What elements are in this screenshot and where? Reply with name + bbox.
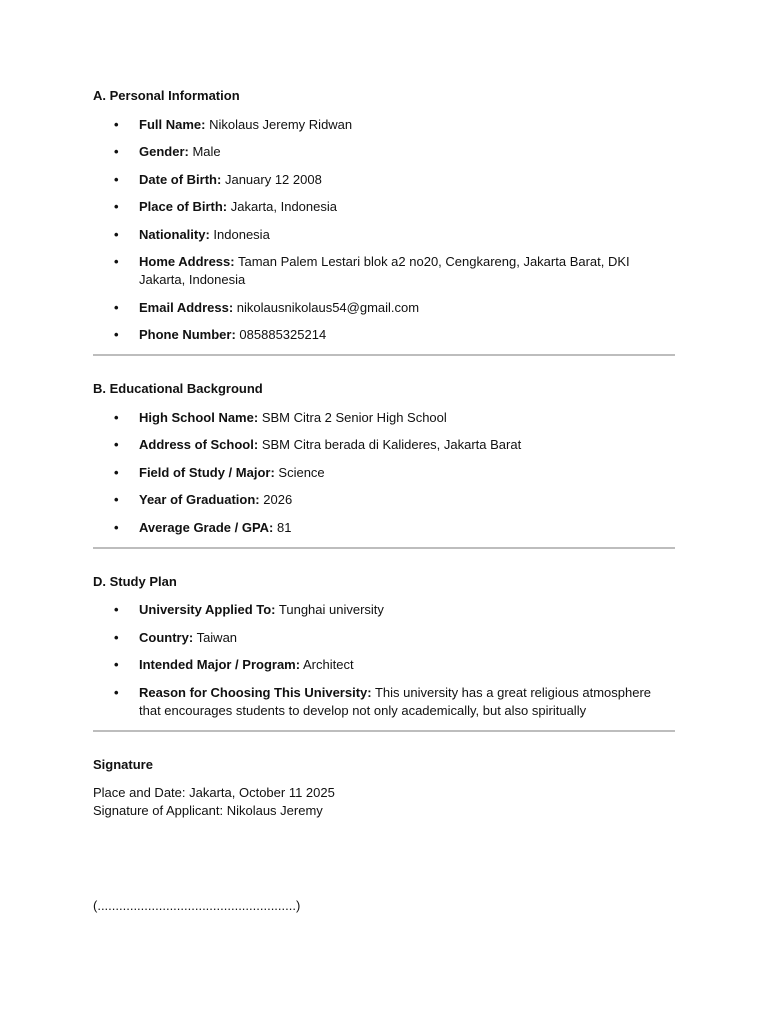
field-label: Average Grade / GPA: [139, 519, 274, 535]
field-value: Nikolaus Jeremy Ridwan [209, 116, 353, 132]
section-study-plan [93, 572, 675, 732]
field-value: Taman Palem Lestari blok a2 no20, Cengkareng, Jakarta Barat, DKI Jakarta, Indonesia [139, 254, 630, 287]
list-item-high-school-name [93, 409, 675, 427]
field-label: Intended Major / Program: [139, 657, 301, 672]
field-value: SBM Citra berada di Kalideres, Jakarta Barat [261, 437, 522, 452]
list-item-year-of-graduation [93, 491, 675, 509]
document-page [93, 86, 675, 820]
field-label: Gender: [139, 144, 189, 159]
field-value: Science [278, 464, 325, 480]
list-item-country [93, 629, 675, 647]
field-label: Home Address: [139, 254, 235, 269]
field-value: Tunghai university [278, 602, 384, 617]
list-item-place-of-birth [93, 198, 675, 216]
field-value: This university has a great religious atmosphere that encourages students to develop not only academically, but also spiritually [139, 684, 652, 718]
field-value: Indonesia [213, 226, 270, 242]
list-item-full-name [93, 116, 675, 134]
personal-fields-list [93, 116, 675, 345]
field-label: Date of Birth: [139, 171, 222, 187]
education-fields-list [93, 409, 675, 537]
signature-place-date: Place and Date: Jakarta, October 11 2025 [93, 784, 335, 800]
field-label: Full Name: [139, 116, 206, 132]
field-value: Jakarta, Indonesia [230, 199, 337, 214]
list-item-intended-major [93, 656, 675, 674]
list-item-gender [93, 143, 675, 161]
field-label: Place of Birth: [139, 199, 228, 214]
field-value: 2026 [263, 492, 293, 507]
field-value: 085885325214 [239, 327, 327, 342]
section-title-personal: A. Personal Information [93, 88, 240, 103]
field-value: 81 [277, 519, 292, 535]
list-item-email-address [93, 299, 675, 317]
list-item-address-of-school [93, 436, 675, 454]
list-item-phone-number [93, 326, 675, 344]
section-personal-information [93, 86, 675, 356]
list-item-date-of-birth [93, 171, 675, 189]
field-label: High School Name: [139, 409, 259, 425]
field-value: Architect [302, 657, 354, 672]
list-item-reason-for-choosing [93, 684, 675, 720]
study-plan-fields-list [93, 601, 675, 720]
list-item-nationality [93, 226, 675, 244]
section-spacer [93, 356, 675, 379]
signature-line-placeholder: (.......................................................) [93, 898, 301, 913]
field-value: SBM Citra 2 Senior High School [261, 409, 447, 425]
field-label: Nationality: [139, 226, 210, 242]
field-value: nikolausnikolaus54@gmail.com [236, 299, 420, 315]
section-spacer [93, 732, 675, 755]
field-label: Phone Number: [139, 327, 236, 342]
field-value: Taiwan [196, 629, 238, 645]
field-value: Male [192, 144, 221, 159]
field-label: Year of Graduation: [139, 492, 260, 507]
field-label: Address of School: [139, 437, 259, 452]
list-item-average-grade [93, 519, 675, 537]
field-label: Country: [139, 629, 194, 645]
signature-applicant: Signature of Applicant: Nikolaus Jeremy [93, 802, 323, 818]
list-item-home-address [93, 253, 675, 289]
field-label: Field of Study / Major: [139, 464, 275, 480]
section-spacer [93, 549, 675, 572]
section-signature [93, 755, 675, 820]
section-educational-background [93, 379, 675, 549]
section-title-study-plan: D. Study Plan [93, 573, 177, 589]
field-value: January 12 2008 [224, 171, 322, 187]
section-title-education: B. Educational Background [93, 381, 263, 396]
list-item-university-applied [93, 601, 675, 619]
field-label: Email Address: [139, 299, 234, 315]
field-label: Reason for Choosing This University: [139, 684, 372, 700]
list-item-field-of-study [93, 464, 675, 482]
field-label: University Applied To: [139, 602, 276, 617]
section-title-signature: Signature [93, 756, 153, 772]
